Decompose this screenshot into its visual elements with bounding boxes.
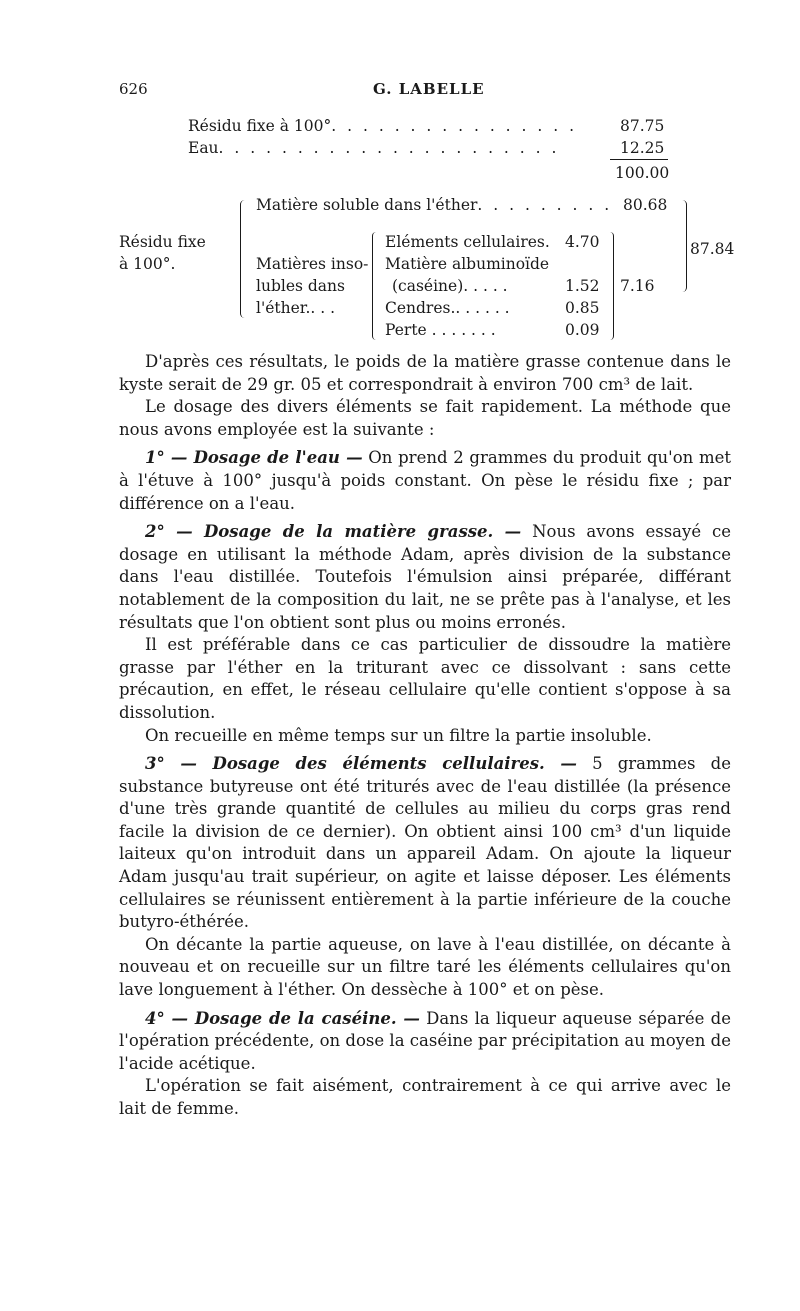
section-heading: 1° — Dosage de l'eau — bbox=[145, 448, 363, 468]
summary-row-residu bbox=[188, 117, 577, 135]
item-label: Perte . . . . . . . bbox=[385, 321, 496, 339]
items-brace bbox=[372, 232, 380, 340]
section-1 bbox=[119, 447, 731, 515]
item-label: (caséine). . . . . bbox=[392, 277, 508, 295]
soluble-row bbox=[256, 196, 612, 214]
section-text: 5 grammes de substance butyreuse ont été triturés avec de l'eau distillée (la présence d'une très grande quantité de cellules au milieu du corps gras rend facile la division de ce dernier). On obtient ainsi 100 cm³ d'un liquide laiteux qu'on introduit dans un appareil Adam. On ajoute la liqueur Adam jusqu'au trait supérieur, on agite et laisse déposer. Les éléments cellulaires se réunissent entièrement à la partie inférieure de la couche butyro-éthérée. bbox=[119, 754, 731, 932]
body-text bbox=[119, 351, 731, 1121]
breakdown-left-label-2: à 100°. bbox=[119, 255, 176, 273]
section-heading: 2° — Dosage de la matière grasse. — bbox=[145, 522, 522, 542]
paragraph: Le dosage des divers éléments se fait rapidement. La méthode que nous avons employée est la suivante : bbox=[119, 397, 731, 439]
section-text: Dans la liqueur aqueuse séparée de l'opération précédente, on dose la caséine par précipitation au moyen de l'acide acétique. bbox=[119, 1008, 731, 1073]
item-label: Matière albuminoïde bbox=[385, 255, 550, 273]
soluble-value: 80.68 bbox=[623, 196, 668, 214]
section-2 bbox=[119, 521, 731, 634]
paragraph: Il est préférable dans ce cas particulier de dissoudre la matière grasse par l'éther en la triturant avec ce dissolvant : sans cette précaution, en effet, le réseau cellulaire qu'elle contient s'oppose à sa dissolution. bbox=[119, 635, 731, 722]
page-number: 626 bbox=[119, 80, 148, 98]
insoluble-label-1: Matières inso- bbox=[256, 255, 369, 273]
sum-rule bbox=[610, 159, 668, 160]
item-value: 4.70 bbox=[565, 233, 600, 251]
paragraph: On recueille en même temps sur un filtre la partie insoluble. bbox=[145, 725, 652, 745]
right-brace bbox=[678, 200, 687, 292]
paragraph: L'opération se fait aisément, contrairement à ce qui arrive avec le lait de femme. bbox=[119, 1076, 731, 1118]
section-3 bbox=[119, 753, 731, 934]
items-right-brace bbox=[606, 232, 614, 340]
item-label: Eléments cellulaires. bbox=[385, 233, 550, 251]
item-value: 0.09 bbox=[565, 321, 600, 339]
summary-total: 100.00 bbox=[615, 164, 670, 182]
summary-row-eau bbox=[188, 139, 559, 157]
section-text: On prend 2 grammes du produit qu'on met à l'étuve à 100° jusqu'à poids constant. On pèse le résidu fixe ; par différence on a l'eau. bbox=[119, 448, 731, 513]
insoluble-total: 7.16 bbox=[620, 277, 655, 295]
paragraph: D'après ces résultats, le poids de la matière grasse contenue dans le kyste serait de 29 gr. 05 et correspondrait à environ 700 cm³ de lait. bbox=[119, 352, 731, 394]
section-text: Nous avons essayé ce dosage en utilisant la méthode Adam, après division de la substance dans l'eau distillée. Toutefois l'émulsion ainsi préparée, différant notablement de la composition du lait, ne se prête pas à l'analyse, et les résultats que l'on obtient sont plus ou moins erronés. bbox=[119, 522, 731, 632]
item-value: 0.85 bbox=[565, 299, 600, 317]
summary-label: Eau bbox=[188, 139, 219, 157]
paragraph: On décante la partie aqueuse, on lave à l'eau distillée, on décante à nouveau et on recueille sur un filtre taré les éléments cellulaires qu'on lave longuement à l'éther. On dessèche à 100° et on pèse. bbox=[119, 934, 731, 1000]
grand-total: 87.84 bbox=[690, 240, 735, 258]
section-heading: 3° — Dosage des éléments cellulaires. — bbox=[145, 754, 577, 774]
summary-value-eau: 12.25 bbox=[620, 139, 665, 157]
leader-dots: . . . . . . . . . . . . . . . . . . . . . . bbox=[218, 139, 560, 157]
soluble-label: Matière soluble dans l'éther bbox=[256, 196, 478, 214]
running-title: G. LABELLE bbox=[373, 80, 485, 98]
section-4 bbox=[119, 1008, 731, 1076]
summary-label: Résidu fixe à 100° bbox=[188, 117, 332, 135]
insoluble-label-2: lubles dans bbox=[256, 277, 345, 295]
leader-dots: . . . . . . . . . . . . . . . . bbox=[331, 117, 578, 135]
item-value: 1.52 bbox=[565, 277, 600, 295]
breakdown-left-label-1: Résidu fixe bbox=[119, 233, 206, 251]
summary-value-residu: 87.75 bbox=[620, 117, 665, 135]
insoluble-label-3: l'éther.. . . bbox=[256, 299, 336, 317]
section-heading: 4° — Dosage de la caséine. — bbox=[145, 1008, 420, 1028]
left-brace bbox=[240, 200, 249, 318]
leader-dots: . . . . . . . . . bbox=[477, 196, 613, 214]
item-label: Cendres.. . . . . . bbox=[385, 299, 510, 317]
